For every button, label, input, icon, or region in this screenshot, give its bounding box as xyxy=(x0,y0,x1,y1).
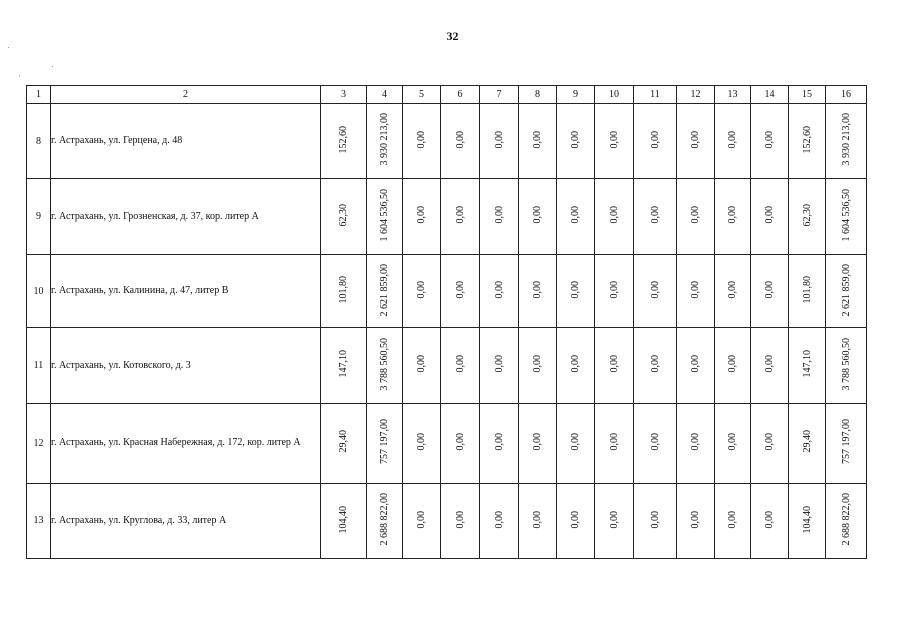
cell-value: 0,00 xyxy=(454,432,466,451)
value-cell xyxy=(321,255,367,328)
value-cell xyxy=(367,483,403,558)
column-header: 9 xyxy=(557,86,595,104)
value-cell xyxy=(595,179,634,255)
cell-value: 0,00 xyxy=(764,355,775,373)
cell-value: 0,00 xyxy=(649,130,661,149)
cell-value: 0,00 xyxy=(570,206,581,224)
cell-value: 0,00 xyxy=(690,432,701,451)
cell-value: 0,00 xyxy=(532,281,543,299)
cell-value: 3 930 213,00 xyxy=(379,113,390,166)
cell-value: 0,00 xyxy=(727,130,738,149)
value-cell xyxy=(751,403,789,483)
scan-speck xyxy=(19,75,20,76)
cell-value: 0,00 xyxy=(493,206,505,224)
address-cell: г. Астрахань, ул. Котовского, д. 3 xyxy=(51,328,321,403)
column-header: 1 xyxy=(27,86,51,104)
value-cell xyxy=(403,483,441,558)
scan-speck xyxy=(52,66,53,67)
value-cell xyxy=(519,179,557,255)
value-cell xyxy=(519,403,557,483)
cell-value: 152,60 xyxy=(801,125,813,154)
table-row xyxy=(27,483,867,558)
cell-value: 1 604 536,50 xyxy=(379,188,390,242)
value-cell xyxy=(751,328,789,403)
cell-value: 0,00 xyxy=(493,281,505,299)
cell-value: 0,00 xyxy=(727,510,738,529)
cell-value: 0,00 xyxy=(416,206,427,224)
value-cell xyxy=(519,483,557,558)
cell-value: 0,00 xyxy=(649,432,661,451)
cell-value: 0,00 xyxy=(608,432,620,451)
column-header: 7 xyxy=(480,86,519,104)
value-cell xyxy=(677,104,715,179)
value-cell xyxy=(751,255,789,328)
cell-value: 0,00 xyxy=(690,206,701,224)
value-cell xyxy=(826,179,867,255)
value-cell xyxy=(677,255,715,328)
value-cell xyxy=(789,255,826,328)
cell-value: 0,00 xyxy=(608,206,620,224)
header-row xyxy=(27,86,867,104)
row-number: 9 xyxy=(27,179,51,255)
value-cell xyxy=(751,483,789,558)
cell-value: 0,00 xyxy=(454,510,466,529)
cell-value: 147,10 xyxy=(338,350,349,378)
value-cell xyxy=(557,328,595,403)
column-header: 14 xyxy=(751,86,789,104)
value-cell xyxy=(715,328,751,403)
cell-value: 0,00 xyxy=(454,355,466,373)
cell-value: 0,00 xyxy=(570,130,581,149)
cell-value: 0,00 xyxy=(764,432,775,451)
value-cell xyxy=(634,403,677,483)
value-cell xyxy=(441,255,480,328)
table-row xyxy=(27,403,867,483)
value-cell xyxy=(715,483,751,558)
address-cell: г. Астрахань, ул. Круглова, д. 33, литер А xyxy=(51,483,321,558)
column-header: 5 xyxy=(403,86,441,104)
cell-value: 0,00 xyxy=(454,206,466,224)
cell-value: 0,00 xyxy=(493,432,505,451)
value-cell xyxy=(519,255,557,328)
cell-value: 0,00 xyxy=(416,281,427,299)
value-cell xyxy=(403,328,441,403)
cell-value: 0,00 xyxy=(454,130,466,149)
value-cell xyxy=(321,104,367,179)
cell-value: 62,30 xyxy=(338,203,349,227)
cell-value: 3 930 213,00 xyxy=(840,113,852,166)
cell-value: 0,00 xyxy=(532,510,543,529)
value-cell xyxy=(595,255,634,328)
column-header: 3 xyxy=(321,86,367,104)
cell-value: 3 788 560,50 xyxy=(379,337,390,391)
value-cell xyxy=(557,104,595,179)
value-cell xyxy=(595,328,634,403)
cell-value: 2 621 859,00 xyxy=(379,263,390,317)
address-cell: г. Астрахань, ул. Калинина, д. 47, литер В xyxy=(51,255,321,328)
cell-value: 104,40 xyxy=(338,505,349,534)
value-cell xyxy=(321,328,367,403)
value-cell xyxy=(480,179,519,255)
value-cell xyxy=(367,403,403,483)
cell-value: 29,40 xyxy=(801,430,813,453)
value-cell xyxy=(715,179,751,255)
cell-value: 2 688 822,00 xyxy=(840,493,852,546)
value-cell xyxy=(367,104,403,179)
cell-value: 29,40 xyxy=(338,430,349,453)
value-cell xyxy=(634,255,677,328)
value-cell xyxy=(634,328,677,403)
value-cell xyxy=(715,403,751,483)
value-cell xyxy=(634,179,677,255)
cell-value: 101,80 xyxy=(801,276,813,304)
address-cell: г. Астрахань, ул. Грозненская, д. 37, кор. литер А xyxy=(51,179,321,255)
value-cell xyxy=(677,328,715,403)
column-header: 10 xyxy=(595,86,634,104)
value-cell xyxy=(557,403,595,483)
value-cell xyxy=(751,179,789,255)
column-header: 8 xyxy=(519,86,557,104)
cell-value: 0,00 xyxy=(570,510,581,529)
column-header: 16 xyxy=(826,86,867,104)
cell-value: 0,00 xyxy=(727,432,738,451)
value-cell xyxy=(789,179,826,255)
value-cell xyxy=(826,328,867,403)
value-cell xyxy=(367,328,403,403)
cell-value: 0,00 xyxy=(416,355,427,373)
cell-value: 0,00 xyxy=(764,206,775,224)
cell-value: 0,00 xyxy=(532,130,543,149)
value-cell xyxy=(557,179,595,255)
value-cell xyxy=(480,403,519,483)
value-cell xyxy=(634,483,677,558)
value-cell xyxy=(480,328,519,403)
value-cell xyxy=(826,483,867,558)
cell-value: 101,80 xyxy=(338,276,349,304)
value-cell xyxy=(826,403,867,483)
column-header: 6 xyxy=(441,86,480,104)
value-cell xyxy=(595,483,634,558)
cell-value: 3 788 560,50 xyxy=(840,337,852,391)
value-cell xyxy=(789,403,826,483)
cell-value: 0,00 xyxy=(454,281,466,299)
value-cell xyxy=(751,104,789,179)
cell-value: 0,00 xyxy=(690,510,701,529)
value-cell xyxy=(826,255,867,328)
cell-value: 0,00 xyxy=(532,432,543,451)
value-cell xyxy=(321,179,367,255)
cell-value: 1 604 536,50 xyxy=(840,188,852,242)
cell-value: 0,00 xyxy=(649,281,661,299)
cell-value: 0,00 xyxy=(649,355,661,373)
value-cell xyxy=(557,483,595,558)
column-header: 12 xyxy=(677,86,715,104)
value-cell xyxy=(519,328,557,403)
value-cell xyxy=(403,255,441,328)
value-cell xyxy=(480,255,519,328)
row-number: 8 xyxy=(27,104,51,179)
value-cell xyxy=(595,403,634,483)
cell-value: 0,00 xyxy=(493,130,505,149)
table-row xyxy=(27,179,867,255)
value-cell xyxy=(634,104,677,179)
value-cell xyxy=(480,483,519,558)
cell-value: 0,00 xyxy=(690,130,701,149)
value-cell xyxy=(677,403,715,483)
value-cell xyxy=(519,104,557,179)
value-cell xyxy=(403,403,441,483)
cell-value: 0,00 xyxy=(690,281,701,299)
page-number: 32 xyxy=(446,29,459,43)
value-cell xyxy=(441,328,480,403)
cell-value: 62,30 xyxy=(801,203,813,227)
value-cell xyxy=(715,104,751,179)
row-number: 11 xyxy=(27,328,51,403)
row-number: 10 xyxy=(27,255,51,328)
value-cell xyxy=(715,255,751,328)
value-cell xyxy=(321,483,367,558)
value-cell xyxy=(480,104,519,179)
table-row xyxy=(27,255,867,328)
value-cell xyxy=(789,104,826,179)
value-cell xyxy=(595,104,634,179)
value-cell xyxy=(441,483,480,558)
cell-value: 757 197,00 xyxy=(379,419,390,465)
cell-value: 0,00 xyxy=(416,130,427,149)
cell-value: 0,00 xyxy=(416,510,427,529)
cell-value: 147,10 xyxy=(801,350,813,378)
cell-value: 0,00 xyxy=(727,281,738,299)
value-cell xyxy=(321,403,367,483)
cell-value: 0,00 xyxy=(690,355,701,373)
cell-value: 0,00 xyxy=(727,206,738,224)
value-cell xyxy=(403,104,441,179)
register-table xyxy=(26,85,867,559)
cell-value: 104,40 xyxy=(801,505,813,534)
value-cell xyxy=(403,179,441,255)
cell-value: 0,00 xyxy=(649,206,661,224)
cell-value: 0,00 xyxy=(532,355,543,373)
column-header: 15 xyxy=(789,86,826,104)
cell-value: 2 621 859,00 xyxy=(840,263,852,317)
row-number: 13 xyxy=(27,483,51,558)
value-cell xyxy=(367,255,403,328)
address-cell: г. Астрахань, ул. Герцена, д. 48 xyxy=(51,104,321,179)
cell-value: 152,60 xyxy=(338,125,349,154)
cell-value: 0,00 xyxy=(764,281,775,299)
value-cell xyxy=(789,483,826,558)
address-cell: г. Астрахань, ул. Красная Набережная, д. 172, кор. литер А xyxy=(51,403,321,483)
value-cell xyxy=(677,179,715,255)
cell-value: 0,00 xyxy=(532,206,543,224)
value-cell xyxy=(789,328,826,403)
cell-value: 0,00 xyxy=(493,355,505,373)
value-cell xyxy=(826,104,867,179)
cell-value: 0,00 xyxy=(608,281,620,299)
column-header: 4 xyxy=(367,86,403,104)
column-header: 2 xyxy=(51,86,321,104)
cell-value: 2 688 822,00 xyxy=(379,493,390,546)
cell-value: 0,00 xyxy=(764,510,775,529)
table-row xyxy=(27,104,867,179)
value-cell xyxy=(441,403,480,483)
cell-value: 0,00 xyxy=(649,510,661,529)
cell-value: 0,00 xyxy=(570,281,581,299)
column-header: 11 xyxy=(634,86,677,104)
cell-value: 0,00 xyxy=(608,355,620,373)
cell-value: 0,00 xyxy=(416,432,427,451)
row-number: 12 xyxy=(27,403,51,483)
value-cell xyxy=(557,255,595,328)
scan-speck xyxy=(8,47,9,48)
value-cell xyxy=(367,179,403,255)
cell-value: 0,00 xyxy=(570,355,581,373)
table-row xyxy=(27,328,867,403)
value-cell xyxy=(441,179,480,255)
cell-value: 0,00 xyxy=(608,510,620,529)
cell-value: 0,00 xyxy=(493,510,505,529)
cell-value: 0,00 xyxy=(727,355,738,373)
value-cell xyxy=(441,104,480,179)
column-header: 13 xyxy=(715,86,751,104)
cell-value: 0,00 xyxy=(764,130,775,149)
value-cell xyxy=(677,483,715,558)
cell-value: 0,00 xyxy=(608,130,620,149)
cell-value: 757 197,00 xyxy=(840,419,852,465)
cell-value: 0,00 xyxy=(570,432,581,451)
